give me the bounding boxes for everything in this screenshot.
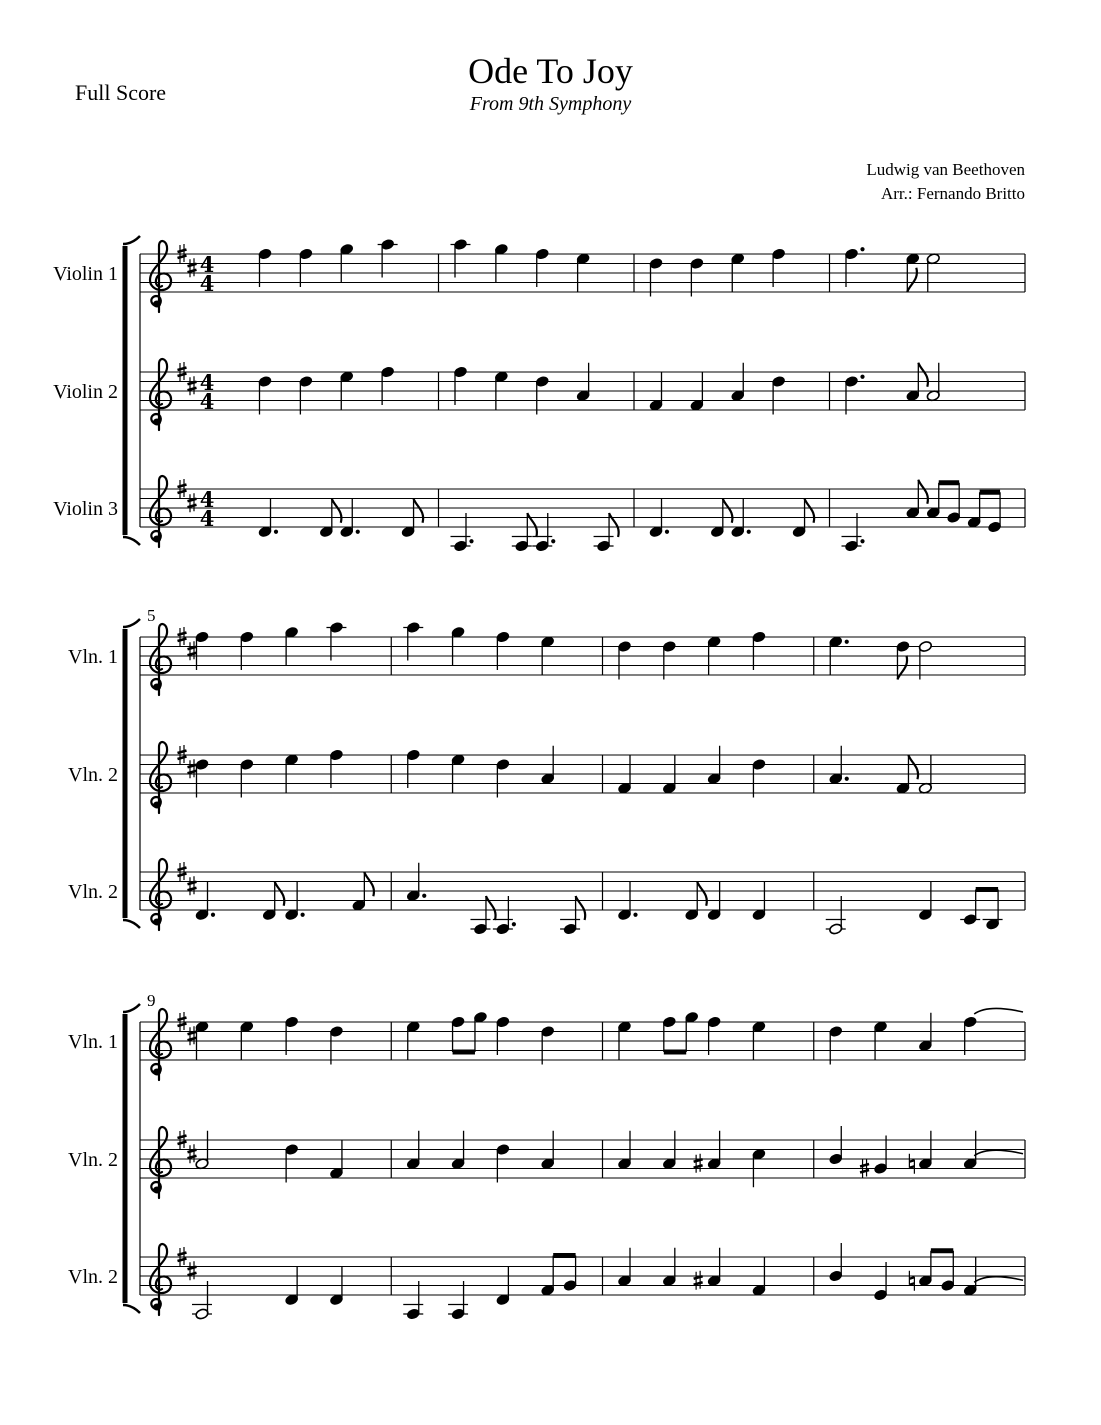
treble-clef-icon <box>150 742 171 813</box>
treble-clef-icon <box>150 1009 171 1080</box>
sharp-icon <box>694 1271 703 1290</box>
note-flag <box>918 363 928 387</box>
treble-clef-icon <box>150 859 171 930</box>
tie <box>974 1277 1023 1283</box>
augmentation-dot <box>845 777 849 781</box>
part-name: Violin 2 <box>53 381 118 403</box>
measure-number: 5 <box>147 606 156 625</box>
key-sharp-icon <box>188 1026 197 1045</box>
treble-clef-icon <box>150 1244 171 1315</box>
note-flag <box>908 755 918 779</box>
augmentation-dot <box>845 640 849 644</box>
system-bracket <box>123 1004 140 1012</box>
treble-clef-icon <box>153 684 161 691</box>
treble-clef-icon <box>150 241 171 312</box>
time-signature-top: 4 <box>199 252 215 277</box>
augmentation-dot <box>422 894 426 898</box>
natural-icon <box>909 1271 914 1291</box>
note-flag <box>897 656 907 680</box>
treble-clef-icon <box>153 802 161 809</box>
key-sharp-icon <box>188 641 197 660</box>
note-flag <box>609 513 619 537</box>
key-sharp-icon <box>188 759 197 778</box>
system-bracket <box>123 537 140 545</box>
part-name: Violin 3 <box>53 498 118 520</box>
time-signature-bottom: 4 <box>199 506 215 531</box>
treble-clef-icon <box>153 419 161 426</box>
augmentation-dot <box>274 530 278 534</box>
note-flag <box>527 513 537 537</box>
augmentation-dot <box>665 530 669 534</box>
note-flag <box>918 480 928 504</box>
sharp-icon <box>694 1154 703 1173</box>
augmentation-dot <box>512 922 516 926</box>
note-flag <box>576 896 586 920</box>
note-flag <box>486 896 496 920</box>
key-sharp-icon <box>188 1261 197 1280</box>
tie <box>974 1008 1023 1014</box>
note-flag <box>332 499 342 523</box>
part-name: Vln. 1 <box>68 646 118 668</box>
part-name: Violin 1 <box>53 263 118 285</box>
measure-number: 9 <box>147 991 156 1010</box>
treble-clef-icon <box>150 1127 171 1198</box>
key-sharp-icon <box>188 376 197 395</box>
treble-clef-icon <box>153 1187 161 1194</box>
note-flag <box>414 499 424 523</box>
augmentation-dot <box>860 247 864 251</box>
system-bracket <box>123 1305 140 1313</box>
treble-clef-icon <box>150 624 171 695</box>
augmentation-dot <box>356 530 360 534</box>
time-signature-bottom: 4 <box>199 271 215 296</box>
key-sharp-icon <box>188 876 197 895</box>
augmentation-dot <box>860 375 864 379</box>
score-title: Ode To Joy <box>468 51 633 91</box>
note-flag <box>275 882 285 906</box>
note-flag <box>907 268 917 292</box>
score-subtitle: From 9th Symphony <box>469 93 632 115</box>
note-flag <box>723 499 733 523</box>
treble-clef-icon <box>150 476 171 547</box>
part-name: Vln. 2 <box>68 1149 118 1171</box>
augmentation-dot <box>211 913 215 917</box>
treble-clef-icon <box>150 359 171 430</box>
key-sharp-icon <box>188 493 197 512</box>
natural-icon <box>909 1154 914 1174</box>
treble-clef-icon <box>153 536 161 543</box>
augmentation-dot <box>301 913 305 917</box>
note-flag <box>805 499 815 523</box>
augmentation-dot <box>551 539 555 543</box>
score-type-label: Full Score <box>75 80 167 105</box>
composer-credit: Ludwig van Beethoven <box>866 160 1025 179</box>
treble-clef-icon <box>153 1304 161 1311</box>
note-flag <box>364 872 374 896</box>
part-name: Vln. 1 <box>68 1031 118 1053</box>
note-flag <box>697 882 707 906</box>
augmentation-dot <box>860 539 864 543</box>
treble-clef-icon <box>153 919 161 926</box>
time-signature-bottom: 4 <box>199 389 215 414</box>
arranger-credit: Arr.: Fernando Britto <box>880 184 1025 203</box>
time-signature-top: 4 <box>199 370 215 395</box>
system-bracket <box>123 619 140 627</box>
treble-clef-icon <box>153 301 161 308</box>
treble-clef-icon <box>153 1069 161 1076</box>
system-bracket <box>123 236 140 244</box>
key-sharp-icon <box>188 1144 197 1163</box>
augmentation-dot <box>633 913 637 917</box>
part-name: Vln. 2 <box>68 764 118 786</box>
key-sharp-icon <box>188 258 197 277</box>
tie <box>974 1150 1023 1156</box>
system-bracket <box>123 920 140 928</box>
augmentation-dot <box>469 539 473 543</box>
part-name: Vln. 2 <box>68 1266 118 1288</box>
augmentation-dot <box>747 530 751 534</box>
time-signature-top: 4 <box>199 487 215 512</box>
part-name: Vln. 2 <box>68 881 118 903</box>
